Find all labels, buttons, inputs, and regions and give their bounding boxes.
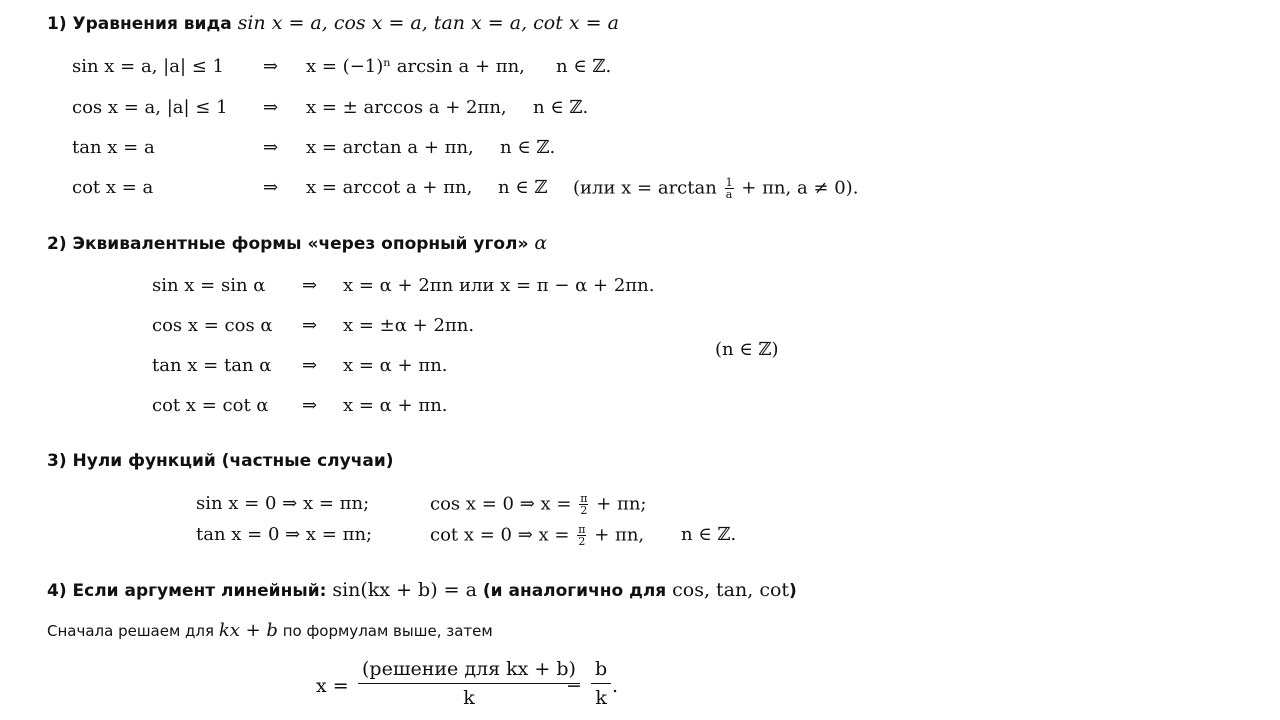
section-4-heading-math-2: cos, tan, cot bbox=[672, 579, 790, 601]
s1-note-frac-den: a bbox=[725, 188, 733, 201]
s2-side-note: (n ∈ ℤ) bbox=[715, 339, 779, 360]
s4-final-lhs: x = bbox=[316, 675, 349, 697]
s3-r1-pre: cos x = 0 ⇒ x = bbox=[430, 493, 572, 515]
s3-row-1-right bbox=[430, 493, 647, 516]
section-2-heading bbox=[47, 232, 547, 254]
s3-row-1-left: sin x = 0 ⇒ x = πn; bbox=[196, 493, 370, 514]
s1-row-1-rhs: x = (−1)ⁿ arcsin a + πn, bbox=[306, 56, 525, 77]
s3-r2-fraction bbox=[577, 524, 586, 547]
section-1-heading bbox=[47, 12, 619, 34]
s3-row-2-right bbox=[430, 524, 644, 547]
s2-row-2-rhs: x = ±α + 2πn. bbox=[343, 315, 475, 336]
s1-row-2-lhs: cos x = a, |a| ≤ 1 bbox=[72, 97, 228, 118]
s4-final-den: k bbox=[463, 687, 475, 709]
s1-note-open: (или x = arctan bbox=[573, 177, 717, 199]
section-4-heading-text-3: ) bbox=[789, 581, 797, 601]
section-2-heading-math: α bbox=[534, 232, 548, 254]
s1-row-3-rhs: x = arctan a + πn, bbox=[306, 137, 474, 158]
s2-row-1-lhs: sin x = sin α bbox=[152, 275, 266, 296]
s1-row-1-tail: n ∈ ℤ. bbox=[556, 56, 612, 77]
s3-row-2-left: tan x = 0 ⇒ x = πn; bbox=[196, 524, 373, 545]
s4-final-num-2: b bbox=[591, 658, 611, 684]
s2-row-4-arrow: ⇒ bbox=[302, 395, 318, 416]
s2-row-2-lhs: cos x = cos α bbox=[152, 315, 273, 336]
s1-row-4-rhs: x = arccot a + πn, bbox=[306, 177, 473, 198]
s1-note-close: + πn, a ≠ 0). bbox=[741, 177, 859, 199]
section-4-heading-text: 4) Если аргумент линейный: bbox=[47, 581, 327, 601]
s1-row-1-lhs: sin x = a, |a| ≤ 1 bbox=[72, 56, 224, 77]
s2-row-1-rhs: x = α + 2πn или x = π − α + 2πn. bbox=[343, 275, 655, 296]
s2-row-3-lhs: tan x = tan α bbox=[152, 355, 272, 376]
s1-row-3-lhs: tan x = a bbox=[72, 137, 155, 158]
s3-row-2-tail: n ∈ ℤ. bbox=[681, 524, 737, 545]
section-4-heading-math: sin(kx + b) = a bbox=[332, 579, 477, 601]
s3-r2-pre: cot x = 0 ⇒ x = bbox=[430, 524, 570, 546]
s4-final-end: . bbox=[612, 675, 619, 697]
s1-row-2-arrow: ⇒ bbox=[263, 97, 279, 118]
s1-row-1-arrow: ⇒ bbox=[263, 56, 279, 77]
s4-para-post: по формулам выше, затем bbox=[282, 622, 493, 640]
s1-row-4-arrow: ⇒ bbox=[263, 177, 279, 198]
s4-paragraph bbox=[47, 620, 493, 641]
section-4-heading-text-2: (и аналогично для bbox=[482, 581, 667, 601]
s4-para-pre: Сначала решаем для bbox=[47, 622, 215, 640]
s3-r1-fraction bbox=[579, 493, 588, 516]
s1-row-4-note bbox=[573, 177, 858, 200]
s3-r1-frac-num: π bbox=[580, 492, 588, 505]
s2-row-4-rhs: x = α + πn. bbox=[343, 395, 448, 416]
s4-final-minus: − bbox=[566, 675, 582, 697]
s3-r1-frac-den: 2 bbox=[580, 504, 588, 517]
s1-row-3-arrow: ⇒ bbox=[263, 137, 279, 158]
section-1-heading-math: sin x = a, cos x = a, tan x = a, cot x = a bbox=[237, 12, 619, 34]
s1-row-4-lhs: cot x = a bbox=[72, 177, 154, 198]
s2-row-3-rhs: x = α + πn. bbox=[343, 355, 448, 376]
s1-note-fraction bbox=[725, 177, 734, 200]
section-1-heading-text: 1) Уравнения вида bbox=[47, 14, 232, 34]
s1-row-3-tail: n ∈ ℤ. bbox=[500, 137, 556, 158]
section-3-heading bbox=[47, 451, 394, 471]
s1-row-4-tail: n ∈ ℤ bbox=[498, 177, 548, 198]
s3-r2-frac-den: 2 bbox=[578, 535, 586, 548]
s2-row-3-arrow: ⇒ bbox=[302, 355, 318, 376]
s4-final-fraction-2 bbox=[591, 658, 611, 709]
s1-note-frac-num: 1 bbox=[725, 176, 733, 189]
section-4-heading bbox=[47, 579, 797, 601]
s4-final-num: (решение для kx + b) bbox=[358, 658, 580, 684]
s1-row-2-tail: n ∈ ℤ. bbox=[533, 97, 589, 118]
s3-r2-post: + πn, bbox=[594, 524, 645, 546]
s2-row-4-lhs: cot x = cot α bbox=[152, 395, 269, 416]
s4-final-fraction bbox=[358, 658, 580, 709]
s4-para-math: kx + b bbox=[218, 620, 278, 641]
s1-row-2-rhs: x = ± arccos a + 2πn, bbox=[306, 97, 507, 118]
s3-r1-post: + πn; bbox=[596, 493, 647, 515]
s3-r2-frac-num: π bbox=[578, 523, 586, 536]
s2-row-2-arrow: ⇒ bbox=[302, 315, 318, 336]
s4-final-den-2: k bbox=[595, 687, 607, 709]
s2-row-1-arrow: ⇒ bbox=[302, 275, 318, 296]
section-3-heading-text: 3) Нули функций (частные случаи) bbox=[47, 451, 394, 471]
section-2-heading-text: 2) Эквивалентные формы «через опорный угол» bbox=[47, 234, 529, 254]
